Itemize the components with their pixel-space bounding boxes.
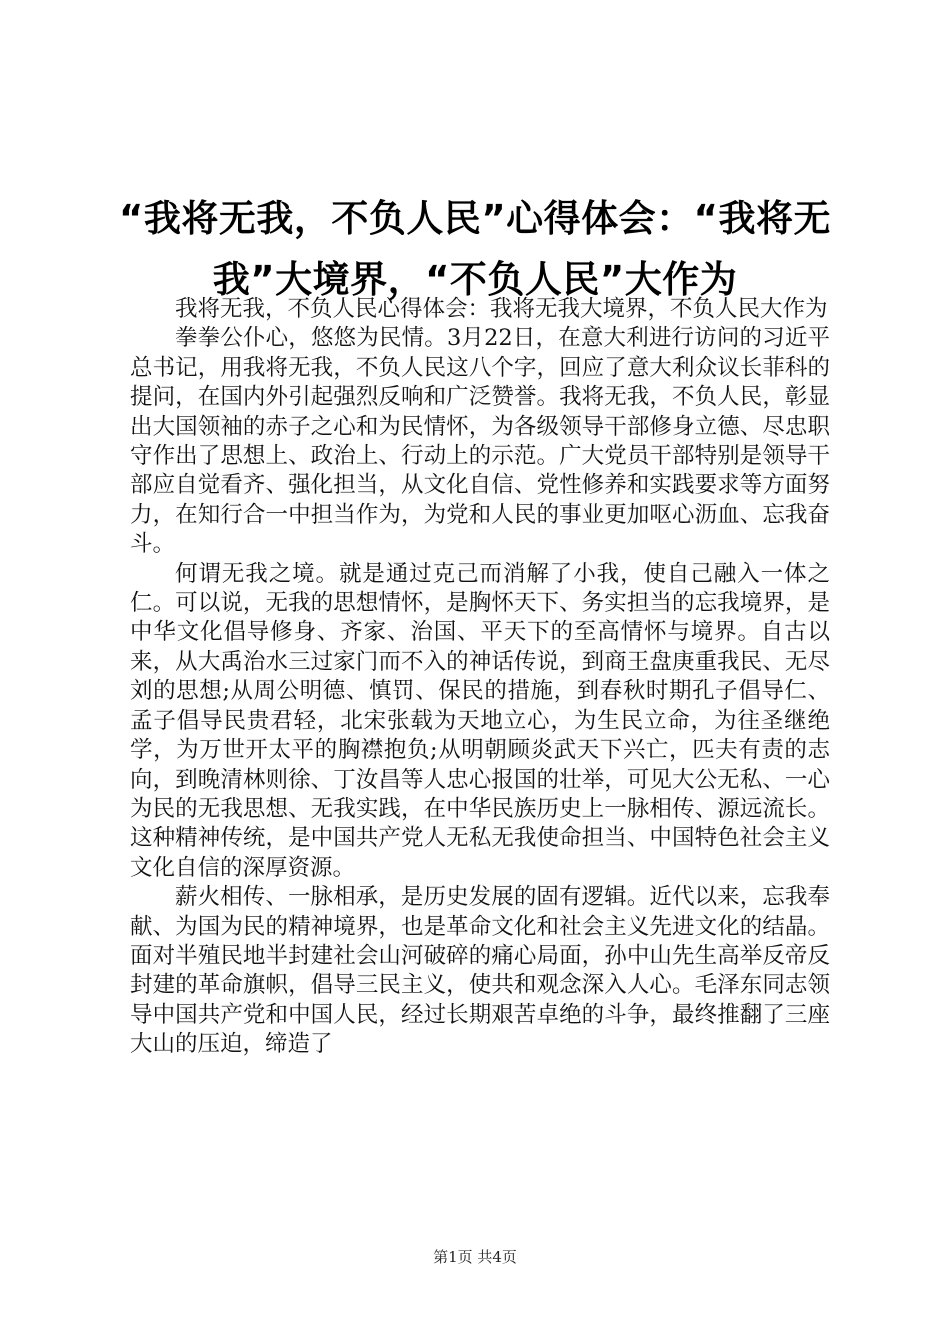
document-body [130,295,830,1060]
page-footer: 第1页 共4页 [433,1248,517,1266]
title-line-1: “我将无我，不负人民”心得体会：“我将无 [119,197,831,240]
paragraph-1: 拳拳公仆心，悠悠为民情。3月22日，在意大利进行访问的习近平总书记，用我将无我，不负人民这八个字，回应了意大利众议长菲科的提问，在国内外引起强烈反响和广泛赞誉。我将无我，不负人民，彰显出大国领袖的赤子之心和为民情怀，为各级领导干部修身立德、尽忠职守作出了思想上、政治上、行动上的示范。广大党员干部特别是领导干部应自觉看齐、强化担当，从文化自信、党性修养和实践要求等方面努力，在知行合一中担当作为，为党和人民的事业更加呕心沥血、忘我奋斗。 [130,325,830,558]
document-title [60,188,890,310]
paragraph-3: 薪火相传、一脉相承，是历史发展的固有逻辑。近代以来，忘我奉献、为国为民的精神境界，也是革命文化和社会主义先进文化的结晶。面对半殖民地半封建社会山河破碎的痛心局面，孙中山先生高举反帝反封建的革命旗帜，倡导三民主义，使共和观念深入人心。毛泽东同志领导中国共产党和中国人民，经过长期艰苦卓绝的斗争，最终推翻了三座大山的压迫，缔造了 [130,884,830,1058]
paragraph-2: 何谓无我之境。就是通过克己而消解了小我，使自己融入一体之仁。可以说，无我的思想情怀，是胸怀天下、务实担当的忘我境界，是中华文化倡导修身、齐家、治国、平天下的至高情怀与境界。自古以来，从大禹治水三过家门而不入的神话传说，到商王盘庚重我民、无尽刘的思想;从周公明德、慎罚、保民的措施，到春秋时期孔子倡导仁、孟子倡导民贵君轻，北宋张载为天地立心，为生民立命，为往圣继绝学，为万世开太平的胸襟抱负;从明朝顾炎武天下兴亡，匹夫有责的志向，到晚清林则徐、丁汝昌等人忠心报国的壮举，可见大公无私、一心为民的无我思想、无我实践，在中华民族历史上一脉相传、源远流长。这种精神传统，是中国共产党人无私无我使命担当、中国特色社会主义文化自信的深厚资源。 [130,560,830,881]
title-line-2: 我”大境界，“不负人民”大作为 [212,258,738,301]
paragraph-subtitle: 我将无我，不负人民心得体会：我将无我大境界，不负人民大作为 [175,296,828,322]
